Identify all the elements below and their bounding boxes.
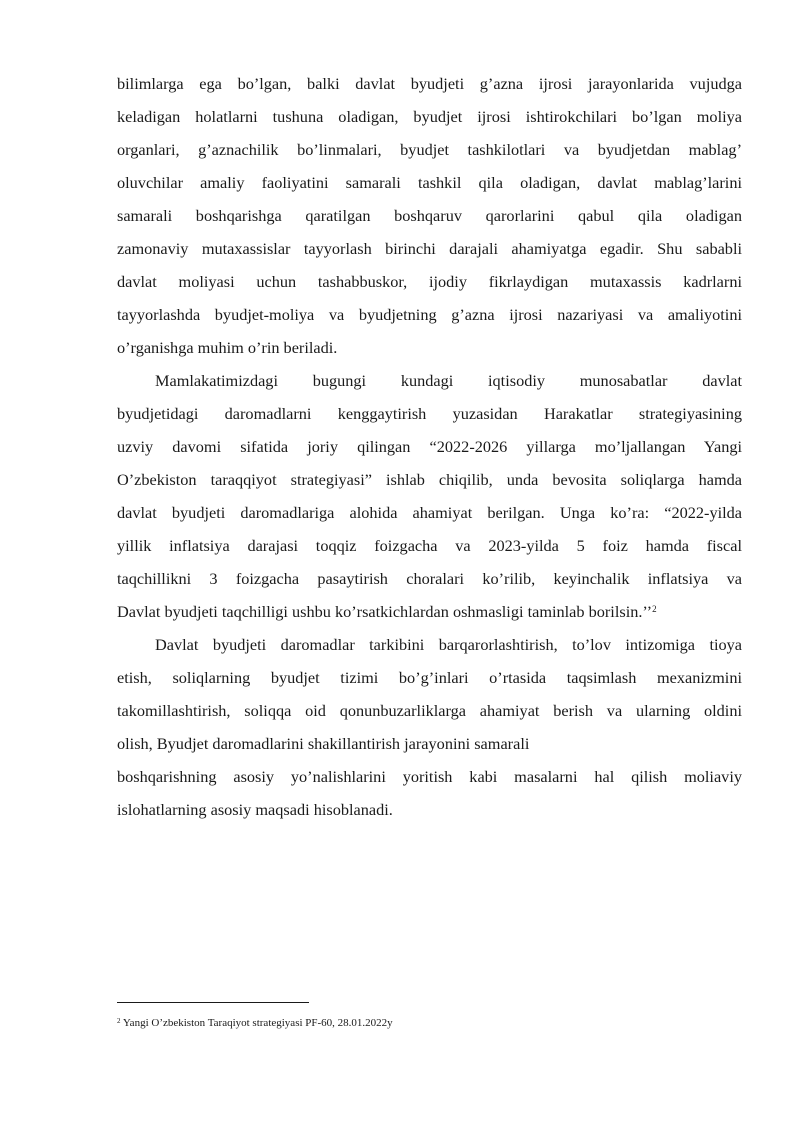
paragraph-3-line-5: boshqarishning asosiy yo’nalishlarini yoritish kabi masalarni hal qilish moliaviy (117, 767, 742, 786)
paragraph-1-line-4: oluvchilar amaliy faoliyatini samarali tashkil qila oladigan, davlat mablag’larini (117, 173, 742, 192)
paragraph-2-line-3: uzviy davomi sifatida joriy qilingan “2022-2026 yillarga mo’ljallangan Yangi (117, 437, 742, 456)
paragraph-1-line-2: keladigan holatlarni tushuna oladigan, byudjet ijrosi ishtirokchilari bo’lgan moliya (117, 107, 742, 126)
footnote-mark: 2 (117, 1017, 121, 1025)
paragraph-3-line-4: olish, Byudjet daromadlarini shakillantirish jarayonini samarali (117, 734, 530, 753)
paragraph-3-line-3: takomillashtirish, soliqqa oid qonunbuzarliklarga ahamiyat berish va ularning oldini (117, 701, 742, 720)
footnote-reference: 2 (652, 604, 657, 614)
paragraph-1-line-7: davlat moliyasi uchun tashabbuskor, ijodiy fikrlaydigan mutaxassis kadrlarni (117, 272, 742, 291)
footnote-text: Yangi O’zbekiston Taraqiyot strategiyasi PF-60, 28.01.2022y (122, 1017, 393, 1029)
paragraph-1-line-8: tayyorlashda byudjet-moliya va byudjetning g’azna ijrosi nazariyasi va amaliyotini (117, 305, 742, 324)
paragraph-2-line-5: davlat byudjeti daromadlariga alohida ahamiyat berilgan. Unga ko’ra: “2022-yilda (117, 503, 742, 522)
paragraph-3-line-2: etish, soliqlarning byudjet tizimi bo’g’inlari o’rtasida taqsimlash mexanizmini (117, 668, 742, 687)
paragraph-3-line-6: islohatlarning asosiy maqsadi hisoblanadi. (117, 800, 393, 819)
footnote (117, 1014, 393, 1030)
paragraph-1-line-9: o’rganishga muhim o’rin beriladi. (117, 338, 338, 357)
paragraph-2-line-2: byudjetidagi daromadlarni kenggaytirish yuzasidan Harakatlar strategiyasining (117, 404, 742, 423)
paragraph-2-line-6: yillik inflatsiya darajasi toqqiz foizgacha va 2023-yilda 5 foiz hamda fiscal (117, 536, 742, 555)
paragraph-2-line-8 (117, 602, 742, 622)
paragraph-1-line-3: organlari, g’aznachilik bo’linmalari, byudjet tashkilotlari va byudjetdan mablag’ (117, 140, 742, 159)
paragraph-3-line-1: Davlat byudjeti daromadlar tarkibini barqarorlashtirish, to’lov intizomiga tioya (155, 635, 742, 654)
paragraph-1-line-5: samarali boshqarishga qaratilgan boshqaruv qarorlarini qabul qila oladigan (117, 206, 742, 225)
paragraph-2-line-8-text: Davlat byudjeti taqchilligi ushbu ko’rsatkichlardan oshmasligi taminlab borilsin.’’ (117, 602, 653, 621)
paragraph-1-line-1: bilimlarga ega bo’lgan, balki davlat byudjeti g’azna ijrosi jarayonlarida vujudga (117, 74, 742, 93)
paragraph-2-line-1: Mamlakatimizdagi bugungi kundagi iqtisodiy munosabatlar davlat (155, 371, 742, 390)
paragraph-2-line-7: taqchillikni 3 foizgacha pasaytirish choralari ko’rilib, keyinchalik inflatsiya va (117, 569, 742, 588)
footnote-separator (117, 1002, 309, 1003)
paragraph-2-line-4: O’zbekiston taraqqiyot strategiyasi” ishlab chiqilib, unda bevosita soliqlarga hamda (117, 470, 742, 489)
paragraph-1-line-6: zamonaviy mutaxassislar tayyorlash birinchi darajali ahamiyatga egadir. Shu sababli (117, 239, 742, 258)
